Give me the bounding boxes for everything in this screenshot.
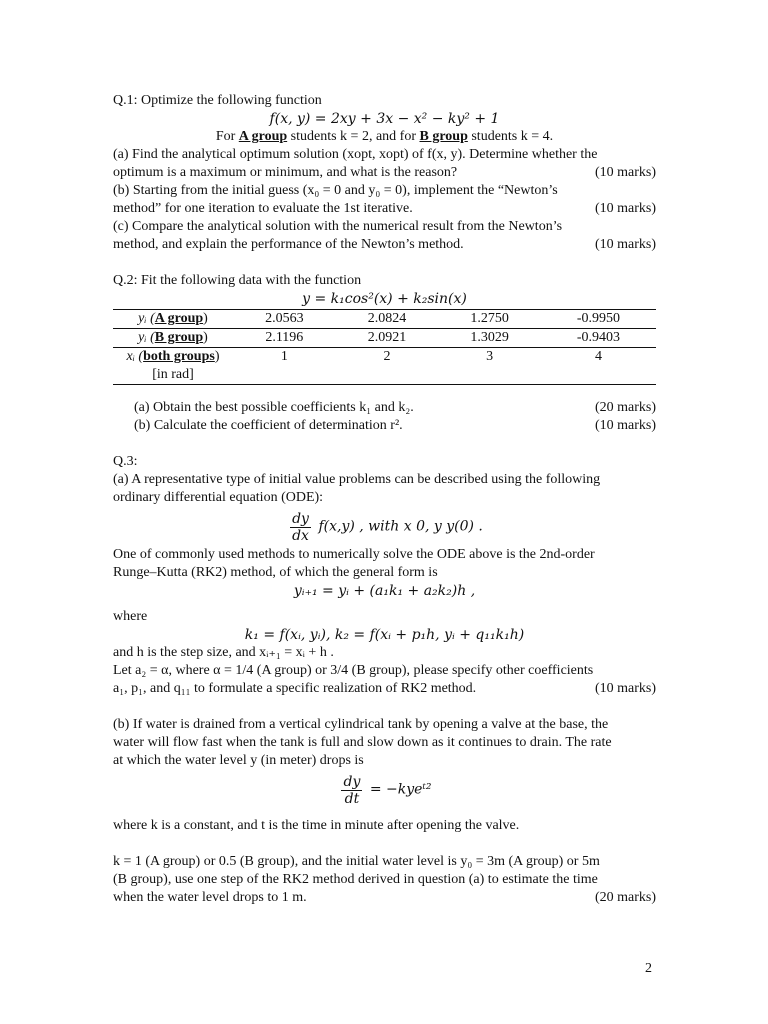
table-row-unit <box>113 366 656 385</box>
q3-k-line3 <box>113 889 656 907</box>
q3-title: Q.3: <box>113 454 138 469</box>
q2-a-line <box>113 399 656 417</box>
b-group-label: B group <box>419 129 468 144</box>
ode-numerator: dy <box>292 511 309 527</box>
q3-rk-line2: Runge–Kutta (RK2) method, of which the general form is <box>113 565 438 580</box>
table-cell-empty <box>541 366 656 385</box>
table-cell-empty <box>336 366 439 385</box>
q1-group-line <box>113 128 656 146</box>
tank-fraction <box>341 774 362 807</box>
table-row <box>113 348 656 367</box>
tank-numerator: dy <box>343 774 361 790</box>
q1-group-text-2: students k = 2, and for <box>287 129 420 144</box>
q1-c-line1: (c) Compare the analytical solution with the numerical result from the Newton’s <box>113 219 563 234</box>
q1-b-text: method” for one iteration to evaluate the 1st iterative. <box>113 201 413 216</box>
table-cell: -0.9403 <box>541 329 656 348</box>
q3-let-line2 <box>113 680 656 698</box>
data-table <box>113 309 656 385</box>
k-equation: k₁ = f(xᵢ, yᵢ), k₂ = f(xᵢ + p₁h, yᵢ + q₁₁k₁h) <box>244 627 525 643</box>
q1-c-line2 <box>113 236 656 254</box>
q3-a-marks: (10 marks) <box>594 681 656 696</box>
row-label: xᵢ (both groups) <box>126 349 220 364</box>
q1-b-marks: (10 marks) <box>594 201 656 216</box>
q3-a-line2: ordinary differential equation (ODE): <box>113 490 324 505</box>
tank-equation <box>113 774 656 807</box>
q2-a-text: (a) Obtain the best possible coefficients k₁ and k₂. <box>134 400 414 415</box>
row-label: yᵢ (A group) <box>113 310 233 329</box>
table-cell: 3 <box>486 349 494 364</box>
unit-label: [in rad] <box>113 366 233 385</box>
q1-a-marks: (10 marks) <box>594 165 656 180</box>
q3-b-marks: (20 marks) <box>594 890 656 905</box>
q2-title: Q.2: Fit the following data with the function <box>113 273 362 288</box>
table-cell: 2.0563 <box>233 310 336 329</box>
ode-rest: f(x,y) , with x 0, y y(0) . <box>318 518 483 535</box>
rk2-equation: yᵢ₊₁ = yᵢ + (a₁k₁ + a₂k₂)h , <box>293 583 476 599</box>
exam-page <box>113 92 656 907</box>
q3-rk-line1: One of commonly used methods to numerically solve the ODE above is the 2nd-order <box>113 547 595 562</box>
q3-where: where <box>113 609 148 624</box>
q1-c-marks: (10 marks) <box>594 237 656 252</box>
q1-b-line2 <box>113 200 656 218</box>
q1-a-line1: (a) Find the analytical optimum solution (xopt, xopt) of f(x, y). Determine whether the <box>113 147 598 162</box>
table-row <box>113 329 656 348</box>
q1-group-text-1: For <box>215 129 239 144</box>
q3-b-line3: at which the water level y (in meter) drops is <box>113 753 364 768</box>
q3-b-line2: water will flow fast when the tank is full and slow down as it continues to drain. The rate <box>113 735 612 750</box>
tank-rest: = −kyeᵗ² <box>369 781 432 798</box>
table-cell-empty <box>233 366 336 385</box>
tank-denominator: dt <box>344 791 360 807</box>
table-cell: 1.3029 <box>438 329 541 348</box>
q3-a-line1: (a) A representative type of initial value problems can be described using the following <box>113 472 601 487</box>
table-cell: 2.0824 <box>336 310 439 329</box>
q3-let-text: a₁, p₁, and q₁₁ to formulate a specific realization of RK2 method. <box>113 681 477 696</box>
row-label: yᵢ (B group) <box>113 329 233 348</box>
page-number: 2 <box>645 961 652 976</box>
q1-c-text: method, and explain the performance of the Newton’s method. <box>113 237 464 252</box>
q3-b-line1: (b) If water is drained from a vertical cylindrical tank by opening a valve at the base, the <box>113 717 609 732</box>
q1-a-line2 <box>113 164 656 182</box>
q2-b-text: (b) Calculate the coefficient of determination r². <box>134 418 403 433</box>
table-cell: 4 <box>594 349 602 364</box>
table-cell: 2.1196 <box>233 329 336 348</box>
ode-equation <box>113 511 656 544</box>
table-cell: 2.0921 <box>336 329 439 348</box>
table-row <box>113 310 656 329</box>
ode-denominator: dx <box>292 528 309 544</box>
q3-k-text: when the water level drops to 1 m. <box>113 890 307 905</box>
q1-a-text: optimum is a maximum or minimum, and what is the reason? <box>113 165 458 180</box>
q3-step-line: and h is the step size, and xᵢ₊₁ = xᵢ + h . <box>113 645 334 660</box>
q1-title: Q.1: Optimize the following function <box>113 93 322 108</box>
q3-where-k: where k is a constant, and t is the time in minute after opening the valve. <box>113 818 520 833</box>
q3-k-line2: (B group), use one step of the RK2 method derived in question (a) to estimate the time <box>113 872 598 887</box>
a-group-label: A group <box>238 129 288 144</box>
table-cell: 1.2750 <box>438 310 541 329</box>
q1-equation: f(x, y) = 2xy + 3x − x² − ky² + 1 <box>269 111 500 127</box>
table-cell: 1 <box>280 349 288 364</box>
table-cell: 2 <box>383 349 391 364</box>
q1-group-text-3: students k = 4. <box>467 129 554 144</box>
q3-let-line1: Let a₂ = α, where α = 1/4 (A group) or 3/4 (B group), please specify other coefficients <box>113 663 594 678</box>
q1-b-line1: (b) Starting from the initial guess (x₀ = 0 and y₀ = 0), implement the “Newton’s <box>113 183 558 198</box>
table-cell-empty <box>438 366 541 385</box>
q2-a-marks: (20 marks) <box>594 400 656 415</box>
q2-b-line <box>113 417 656 435</box>
ode-fraction <box>290 511 311 544</box>
q2-b-marks: (10 marks) <box>594 418 656 433</box>
q3-k-line1: k = 1 (A group) or 0.5 (B group), and the initial water level is y₀ = 3m (A group) or 5m <box>113 854 600 869</box>
q2-equation: y = k₁cos²(x) + k₂sin(x) <box>302 291 467 307</box>
table-cell: -0.9950 <box>541 310 656 329</box>
